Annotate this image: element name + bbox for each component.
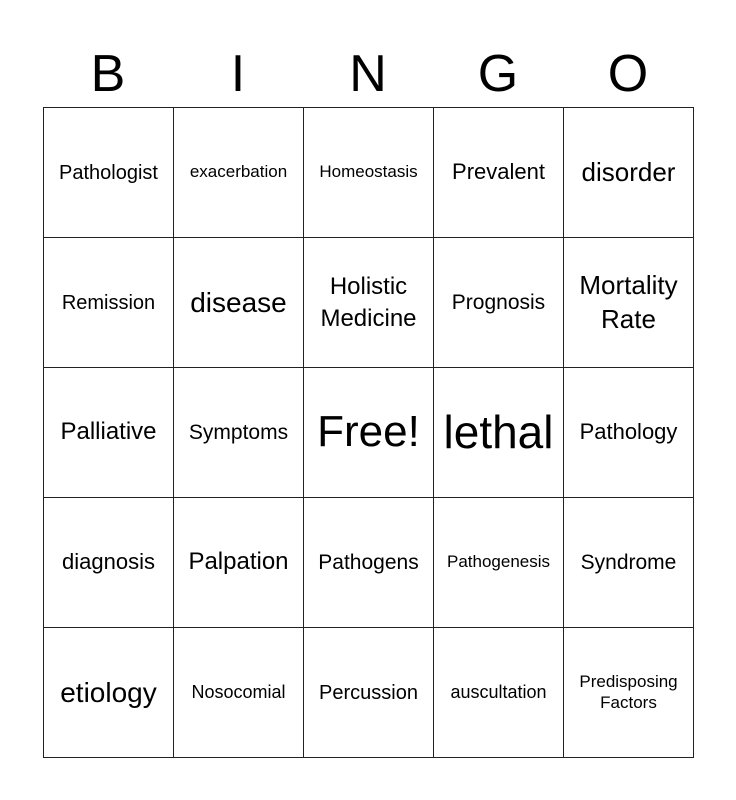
bingo-cell: Remission [44, 238, 174, 368]
bingo-cell: Nosocomial [174, 628, 304, 758]
header-letter-o: O [607, 45, 649, 103]
bingo-cell: Palpation [174, 498, 304, 628]
bingo-cell: diagnosis [44, 498, 174, 628]
bingo-grid [43, 107, 694, 758]
header-letter-g: G [477, 45, 519, 103]
header-letter-n: N [349, 45, 387, 103]
header-letter-i: I [230, 45, 246, 103]
bingo-header [43, 40, 693, 108]
bingo-cell: Prognosis [434, 238, 564, 368]
bingo-cell: Predisposing Factors [564, 628, 694, 758]
bingo-cell: Percussion [304, 628, 434, 758]
bingo-cell: Homeostasis [304, 108, 434, 238]
bingo-cell: Palliative [44, 368, 174, 498]
bingo-cell: lethal [434, 368, 564, 498]
bingo-cell: Prevalent [434, 108, 564, 238]
bingo-cell: disease [174, 238, 304, 368]
bingo-cell: Symptoms [174, 368, 304, 498]
free-space-cell: Free! [304, 368, 434, 498]
bingo-cell: Pathogens [304, 498, 434, 628]
bingo-cell: disorder [564, 108, 694, 238]
bingo-cell: Holistic Medicine [304, 238, 434, 368]
bingo-cell: Mortality Rate [564, 238, 694, 368]
bingo-cell: Pathology [564, 368, 694, 498]
bingo-cell: Syndrome [564, 498, 694, 628]
bingo-cell: etiology [44, 628, 174, 758]
bingo-cell: exacerbation [174, 108, 304, 238]
header-letter-b: B [90, 45, 126, 103]
bingo-cell: auscultation [434, 628, 564, 758]
bingo-cell: Pathogenesis [434, 498, 564, 628]
bingo-cell: Pathologist [44, 108, 174, 238]
